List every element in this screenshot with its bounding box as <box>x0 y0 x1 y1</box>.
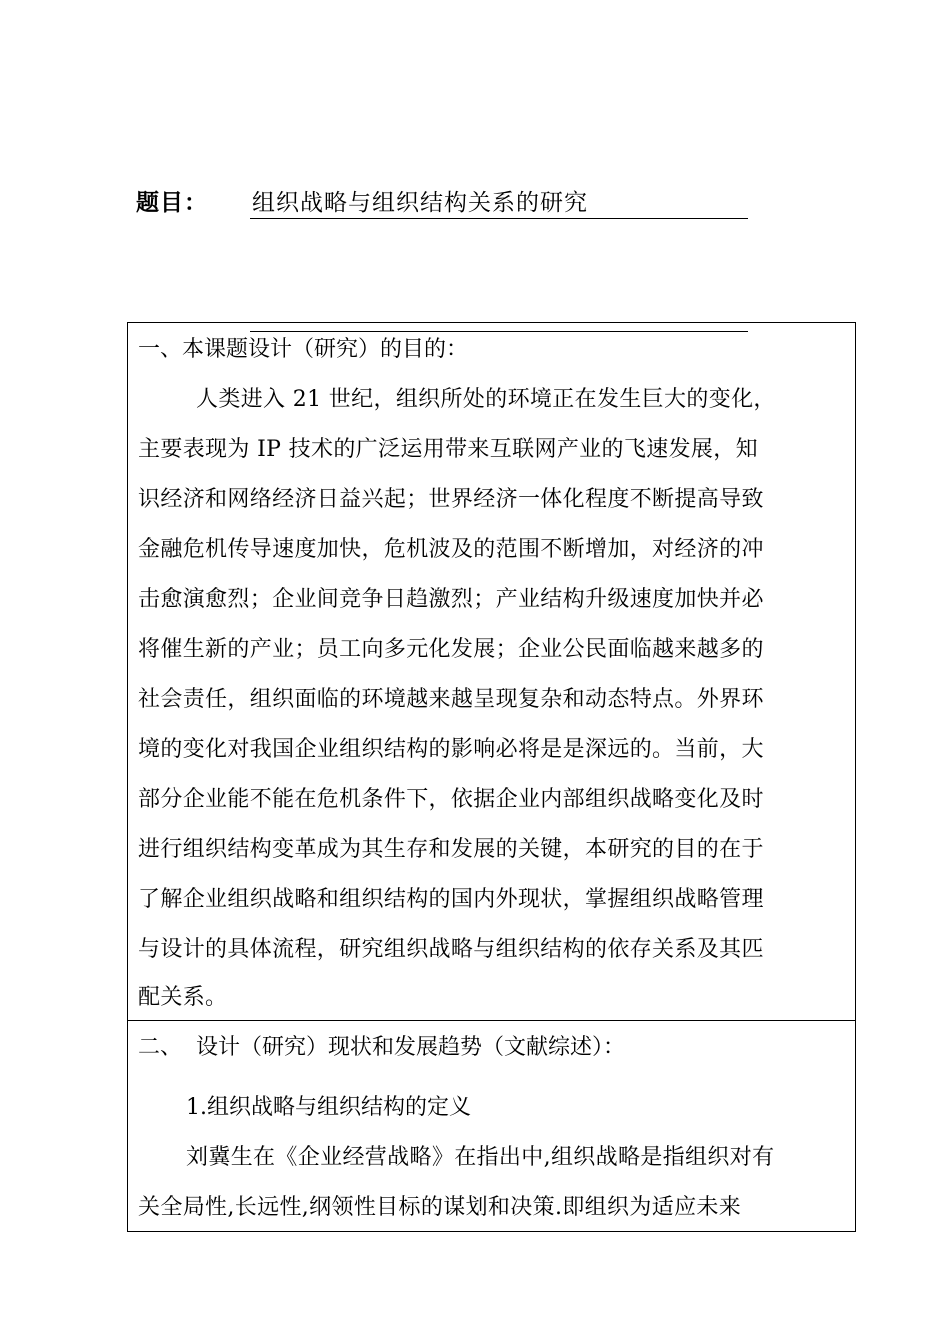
paragraph-line: 境的变化对我国企业组织结构的影响必将是是深远的。当前，大 <box>138 737 764 762</box>
paragraph-line: 配关系。 <box>138 985 228 1010</box>
title-label: 题目： <box>136 190 208 216</box>
title-value: 组织战略与组织结构关系的研究 <box>252 190 588 216</box>
paragraph-line: 人类进入 21 世纪，组织所处的环境正在发生巨大的变化， <box>196 387 776 412</box>
section-status-subheading: 1.组织战略与组织结构的定义 <box>186 1095 471 1120</box>
paragraph-line: 社会责任，组织面临的环境越来越呈现复杂和动态特点。外界环 <box>138 687 764 712</box>
paragraph-line: 识经济和网络经济日益兴起；世界经济一体化程度不断提高导致 <box>138 487 764 512</box>
form-table <box>127 322 856 1232</box>
title-underline <box>250 218 748 219</box>
section-purpose-heading: 一、本课题设计（研究）的目的： <box>138 337 469 362</box>
paragraph-line: 金融危机传导速度加快，危机波及的范围不断增加，对经济的冲 <box>138 537 764 562</box>
paragraph-line: 与设计的具体流程，研究组织战略与组织结构的依存关系及其匹 <box>138 937 764 962</box>
section-status <box>128 1021 855 1232</box>
paragraph-line: 进行组织结构变革成为其生存和发展的关键，本研究的目的在于 <box>138 837 764 862</box>
paragraph-line: 主要表现为 IP 技术的广泛运用带来互联网产业的飞速发展，知 <box>138 437 758 462</box>
paragraph-line: 将催生新的产业；员工向多元化发展；企业公民面临越来越多的 <box>138 637 764 662</box>
section-purpose <box>128 323 855 1021</box>
overlay-underline <box>250 331 748 332</box>
paragraph-line: 击愈演愈烈；企业间竞争日趋激烈；产业结构升级速度加快并必 <box>138 587 764 612</box>
title-row <box>136 178 756 222</box>
paragraph-line: 部分企业能不能在危机条件下，依据企业内部组织战略变化及时 <box>138 787 764 812</box>
paragraph-line: 刘冀生在《企业经营战略》在指出中,组织战略是指组织对有 <box>186 1145 775 1170</box>
paragraph-line: 关全局性,长远性,纲领性目标的谋划和决策.即组织为适应未来 <box>138 1195 742 1220</box>
section-status-heading: 二、 设计（研究）现状和发展趋势（文献综述）： <box>138 1035 625 1060</box>
paragraph-line: 了解企业组织战略和组织结构的国内外现状，掌握组织战略管理 <box>138 887 764 912</box>
